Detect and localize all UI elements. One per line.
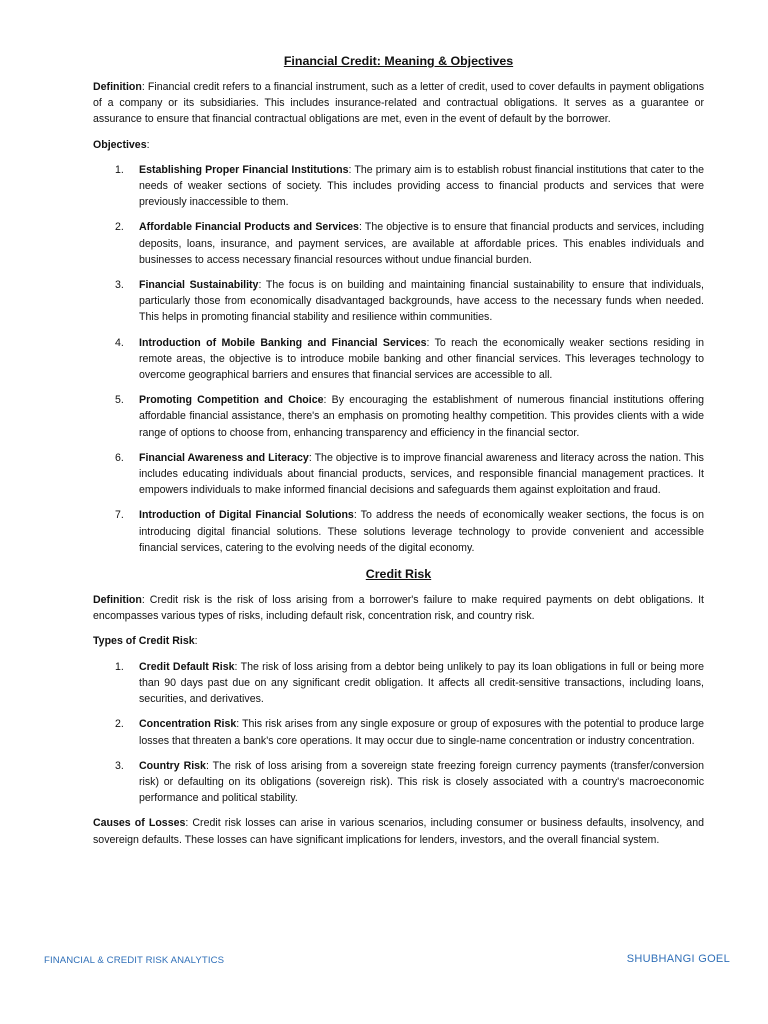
definition-label: Definition [93, 81, 142, 93]
list-item-text: : The primary aim is to establish robust financial institutions that cater to the needs of weaker sections of society. This includes providing access to financial products and services that were previously inaccessible to them. [139, 163, 704, 209]
list-item [93, 450, 704, 499]
list-item-heading: Credit Default Risk [139, 660, 235, 673]
list-item [93, 507, 704, 556]
types-heading [93, 633, 704, 649]
list-item-heading: Affordable Financial Products and Services [139, 221, 359, 234]
objectives-list [93, 162, 704, 556]
definition-text: : Financial credit refers to a financial instrument, such as a letter of credit, used to cover defaults in payment obligations of a company or its subsidiaries. This includes insurance-related and contractual obligations. It serves as a guarantee or assurance to ensure that financial contractual obligations are met, even in the event of default by the borrower. [93, 81, 704, 126]
list-number: 2. [115, 221, 124, 234]
list-item-heading: Establishing Proper Financial Institutions [139, 163, 349, 176]
list-number: 6. [115, 451, 124, 464]
footer-left-text: FINANCIAL & CREDIT RISK ANALYTICS [44, 955, 225, 966]
list-number: 1. [115, 660, 124, 673]
causes-label: Causes of Losses [93, 817, 186, 830]
list-item-heading: Introduction of Mobile Banking and Financial Services [139, 336, 427, 349]
section-title-financial-credit: Financial Credit: Meaning & Objectives [283, 54, 514, 68]
document-body [93, 52, 704, 857]
list-item-heading: Financial Awareness and Literacy [139, 451, 309, 464]
credit-risk-types-list [93, 659, 704, 807]
definition-label: Definition [93, 594, 142, 607]
list-item-text: : The risk of loss arising from a sovereign state freezing foreign currency payments (transfer/conversion risk) or defaulting on its obligations (sovereign risk). This risk is closely associated with a country's macroeconomic performance and political stability. [139, 759, 704, 805]
objectives-label: Objectives [93, 138, 147, 151]
list-item-text: : To reach the economically weaker sections residing in remote areas, the objective is to introduce mobile banking and other financial services. This leverages technology to overcome geographical barriers and ensures that financial services are accessible to all. [139, 336, 704, 382]
list-item [93, 392, 704, 441]
list-item-heading: Concentration Risk [139, 718, 237, 731]
objectives-heading [93, 137, 704, 153]
list-item [93, 162, 704, 211]
list-item-text: : The objective is to improve financial awareness and literacy across the nation. This includes educating individuals about financial products, services, and responsible financial management practices. It empowers individuals to make informed financial decisions and safeguards them against exploitation and fraud. [139, 451, 704, 497]
list-item-text: : By encouraging the establishment of numerous financial institutions offering affordable financial assistance, there's an emphasis on promoting healthy competition. This provides clients with a wide range of options to choose from, enhancing transparency and efficiency in the financial sector. [139, 394, 704, 439]
list-number: 2. [115, 718, 124, 731]
list-item [93, 716, 704, 748]
list-item [93, 219, 704, 268]
section-title-credit-risk: Credit Risk [365, 567, 432, 582]
list-item-heading: Country Risk [139, 759, 206, 772]
types-label: Types of Credit Risk [93, 635, 195, 648]
objectives-colon: : [146, 138, 150, 151]
list-item-heading: Financial Sustainability [139, 279, 259, 292]
list-item [93, 758, 704, 807]
list-item-text: : To address the needs of economically weaker sections, the focus is on introducing digital financial solutions. These solutions leverage technology to provide convenient and accessible financial services, catering to the evolving needs of the digital economy. [139, 509, 704, 554]
list-item [93, 659, 704, 708]
footer-author: SHUBHANGI GOEL [626, 953, 730, 965]
list-item-text: : The focus is on building and maintaining financial sustainability to ensure that individuals, particularly those from economically disadvantaged backgrounds, have access to the necessary funds when needed. This helps in promoting financial stability and resilience within communities. [139, 279, 704, 324]
list-number: 5. [115, 394, 124, 407]
list-item-text: : The objective is to ensure that financial products and services, including deposits, loans, insurance, and payment services, are available at affordable prices. This enables individuals and businesses to access necessary financial resources without undue financial burden. [139, 221, 705, 266]
list-item [93, 335, 704, 384]
list-item-text: : The risk of loss arising from a debtor being unlikely to pay its loan obligations in full or being more than 90 days past due on any significant credit obligation. It affects all credit-sensitive transactions, including loans, securities, and derivatives. [139, 660, 704, 706]
definition-paragraph-financial-credit [93, 79, 704, 128]
list-item [93, 277, 704, 326]
causes-text: : Credit risk losses can arise in various scenarios, including consumer or business defaults, insolvency, and sovereign defaults. These losses can have significant implications for lenders, investors, and the overall financial system. [93, 817, 704, 846]
list-number: 1. [115, 163, 124, 176]
list-item-text: : This risk arises from any single exposure or group of exposures with the potential to produce large losses that threaten a bank's core operations. It may occur due to single-name concentration or industry concentration. [139, 718, 704, 747]
list-number: 7. [115, 509, 124, 522]
list-item-heading: Promoting Competition and Choice [139, 394, 324, 407]
definition-text: : Credit risk is the risk of loss arising from a borrower's failure to make required payments on debt obligations. It encompasses various types of risks, including default risk, concentration risk, and country risk. [93, 594, 704, 623]
causes-paragraph [93, 815, 704, 847]
list-number: 4. [115, 336, 124, 349]
list-number: 3. [115, 279, 124, 292]
types-colon: : [194, 635, 198, 648]
definition-paragraph-credit-risk [93, 592, 704, 624]
list-item-heading: Introduction of Digital Financial Solutions [139, 509, 354, 522]
list-number: 3. [115, 759, 124, 772]
